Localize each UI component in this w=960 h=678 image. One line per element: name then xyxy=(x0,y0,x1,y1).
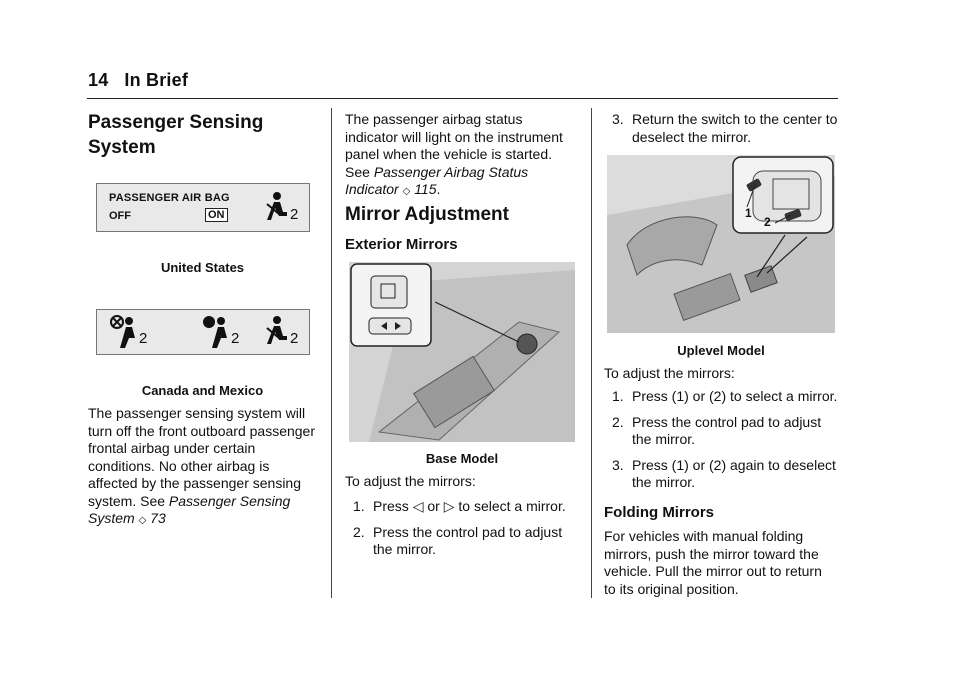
heading-mirror-adjustment: Mirror Adjustment xyxy=(345,204,509,225)
list-item xyxy=(345,498,579,516)
uplevel-steps-list xyxy=(604,388,838,500)
passenger-sensing-paragraph xyxy=(88,405,320,530)
caption-base-model: Base Model xyxy=(425,451,499,466)
indicator-on: ON xyxy=(205,208,228,222)
step-number: 2. xyxy=(353,523,365,540)
airbag-on-icon xyxy=(201,314,231,350)
seatbelt-sub: 2 xyxy=(290,330,299,347)
step-text: Press the control pad to adjust the mirror. xyxy=(632,413,822,447)
step-number: 3. xyxy=(612,456,624,473)
indicator-label: PASSENGER AIR BAG xyxy=(109,192,230,204)
heading-passenger-sensing: Passenger Sensing System xyxy=(88,112,264,158)
list-item xyxy=(345,524,579,559)
step-text: Return the switch to the center to deselect the mirror. xyxy=(632,111,838,145)
base-model-door-figure xyxy=(349,262,575,442)
uplevel-model-door-figure xyxy=(607,155,835,333)
page-ref-number[interactable]: 115 xyxy=(414,181,437,197)
page-header xyxy=(88,70,188,91)
list-item xyxy=(604,111,838,146)
paragraph-text: The passenger airbag status indicator will light on the instrument panel when the vehicle is started. See xyxy=(345,111,563,180)
step3-list xyxy=(604,111,838,154)
step-text: Press xyxy=(373,498,409,514)
adjust-intro-uplevel: To adjust the mirrors: xyxy=(604,365,735,381)
base-steps-list xyxy=(345,498,579,567)
step-number: 2. xyxy=(612,413,624,430)
page-ref-number[interactable]: 73 xyxy=(150,510,166,526)
left-arrow-icon: ◁ xyxy=(412,498,424,514)
seatbelt-icon xyxy=(261,314,289,348)
paragraph-text: The passenger sensing system will turn off the front outboard passenger frontal airbag under certain conditions. No other airbag is affected by the passenger sensing system. See xyxy=(88,405,316,509)
airbag-status-ref-link[interactable]: Passenger Airbag Status Indicator xyxy=(345,163,529,197)
page-ref-icon: ◇ xyxy=(402,186,411,197)
caption-uplevel-model: Uplevel Model xyxy=(677,343,765,358)
indicator-sub: 2 xyxy=(290,206,299,223)
step-text: Press (1) or (2) again to deselect the mirror. xyxy=(632,456,836,490)
column-divider-1 xyxy=(331,108,332,598)
step-number: 1. xyxy=(612,388,624,404)
heading-folding-mirrors: Folding Mirrors xyxy=(604,504,714,521)
indicator-off: OFF xyxy=(109,210,131,222)
right-arrow-icon: ▷ xyxy=(443,498,455,514)
step-text: to select a mirror. xyxy=(458,498,566,514)
step-text: or xyxy=(427,498,440,514)
page-number: 14 xyxy=(88,70,109,90)
caption-canada-mexico: Canada and Mexico xyxy=(141,383,264,398)
step-number: 1. xyxy=(353,498,365,514)
seated-passenger-icon xyxy=(261,190,289,224)
us-indicator-figure xyxy=(96,183,310,232)
callout-1: 1 xyxy=(745,206,752,220)
callout-2: 2 xyxy=(764,215,771,229)
airbag-on-sub: 2 xyxy=(231,330,240,347)
step-text: Press the control pad to adjust the mirror. xyxy=(373,523,563,557)
step-text: Press (1) or (2) to select a mirror. xyxy=(632,388,838,404)
heading-exterior-mirrors: Exterior Mirrors xyxy=(345,236,458,253)
status-indicator-paragraph: The passenger airbag status indicator will light on the instrument panel when the vehicle is started. See Passenger Airbag Status Indicator ◇ 115. xyxy=(345,111,563,197)
caption-united-states: United States xyxy=(160,260,245,275)
adjust-intro-base: To adjust the mirrors: xyxy=(345,473,476,489)
section-title: In Brief xyxy=(124,70,189,90)
page-ref-icon: ◇ xyxy=(138,515,147,526)
column-divider-2 xyxy=(591,108,592,598)
header-rule xyxy=(87,98,838,99)
folding-mirrors-paragraph: For vehicles with manual folding mirrors, push the mirror toward the vehicle. Pull the mirror out to return to its original position. xyxy=(604,528,822,597)
airbag-off-icon xyxy=(109,314,139,350)
list-item xyxy=(604,414,838,449)
step-number: 3. xyxy=(612,111,624,127)
canada-indicator-figure xyxy=(96,309,310,355)
airbag-off-sub: 2 xyxy=(139,330,148,347)
list-item xyxy=(604,388,838,406)
passenger-sensing-ref-link[interactable]: Passenger Sensing System xyxy=(88,492,291,526)
list-item xyxy=(604,457,838,492)
